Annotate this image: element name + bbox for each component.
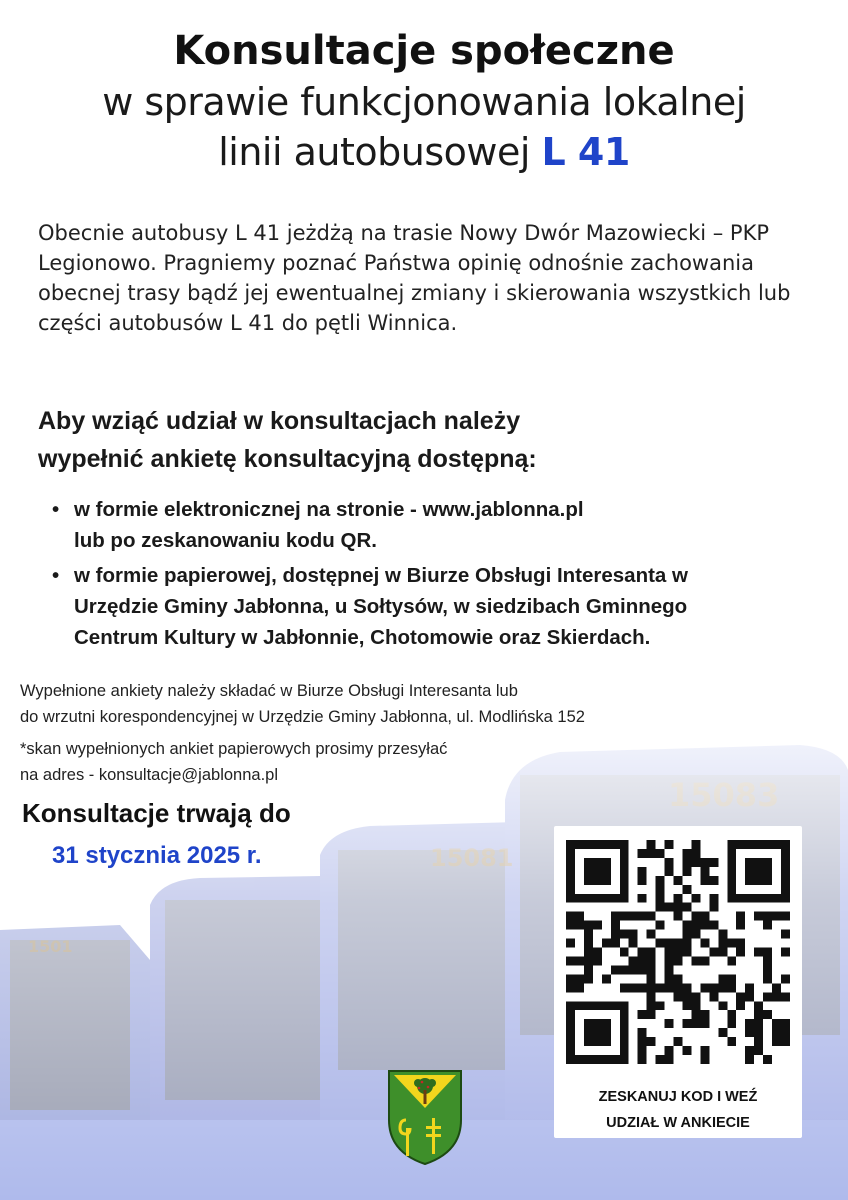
title-line-1: Konsultacje społeczne — [173, 28, 675, 74]
return-note-line-2: do wrzutni korespondencyjnej w Urzędzie Gminy Jabłonna, ul. Modlińska 152 — [20, 708, 585, 726]
title-line-2: w sprawie funkcjonowania lokalnej — [102, 80, 746, 124]
list-item-paper — [52, 560, 832, 653]
scan-note-line-1: *skan wypełnionych ankiet papierowych prosimy przesyłać — [20, 740, 448, 758]
bullet-1-line-1: w formie elektronicznej na stronie - www.jablonna.pl — [74, 498, 584, 521]
cta-line-1: Aby wziąć udział w konsultacjach należy — [38, 407, 521, 435]
title-line-3-prefix: linii autobusowej — [218, 130, 542, 174]
scan-note — [20, 736, 740, 788]
return-note-line-1: Wypełnione ankiety należy składać w Biurze Obsługi Interesanta lub — [20, 682, 518, 700]
list-item-electronic — [52, 494, 832, 556]
call-to-action — [38, 402, 798, 478]
scan-note-line-2: na adres - konsultacje@jablonna.pl — [20, 766, 278, 784]
qr-caption-line-1: ZESKANUJ KOD I WEŹ — [598, 1089, 758, 1105]
qr-code[interactable] — [566, 840, 790, 1064]
bullet-2-line-3: Centrum Kultury w Jabłonnie, Chotomowie oraz Skierdach. — [74, 626, 651, 649]
municipal-crest-icon — [386, 1068, 464, 1166]
title-line-3 — [0, 130, 848, 174]
qr-caption-line-2: UDZIAŁ W ANKIECIE — [606, 1115, 750, 1131]
bullet-2-line-1: w formie papierowej, dostępnej w Biurze Obsługi Interesanta w — [74, 564, 688, 587]
cta-line-2: wypełnić ankietę konsultacyjną dostępną: — [38, 445, 537, 473]
return-note — [20, 678, 740, 730]
bullet-dot: • — [52, 564, 60, 587]
qr-card — [554, 826, 802, 1138]
intro-paragraph: Obecnie autobusy L 41 jeżdżą na trasie Nowy Dwór Mazowiecki – PKP Legionowo. Pragniemy poznać Państwa opinię odnośnie zachowania obecnej trasy bądź jej ewentualnej zmiany i skierowania wszystkich lub części autobusów L 41 do pętli Winnica. — [38, 221, 791, 335]
bullet-dot: • — [52, 498, 60, 521]
options-list — [52, 494, 832, 657]
line-number-accent: L 41 — [541, 130, 630, 174]
bullet-1-line-2: lub po zeskanowaniu kodu QR. — [74, 529, 377, 552]
deadline-label: Konsultacje trwają do — [22, 798, 291, 828]
deadline-date: 31 stycznia 2025 r. — [52, 842, 262, 869]
bullet-2-line-2: Urzędzie Gminy Jabłonna, u Sołtysów, w siedzibach Gminnego — [74, 595, 688, 618]
qr-caption — [554, 1084, 802, 1136]
